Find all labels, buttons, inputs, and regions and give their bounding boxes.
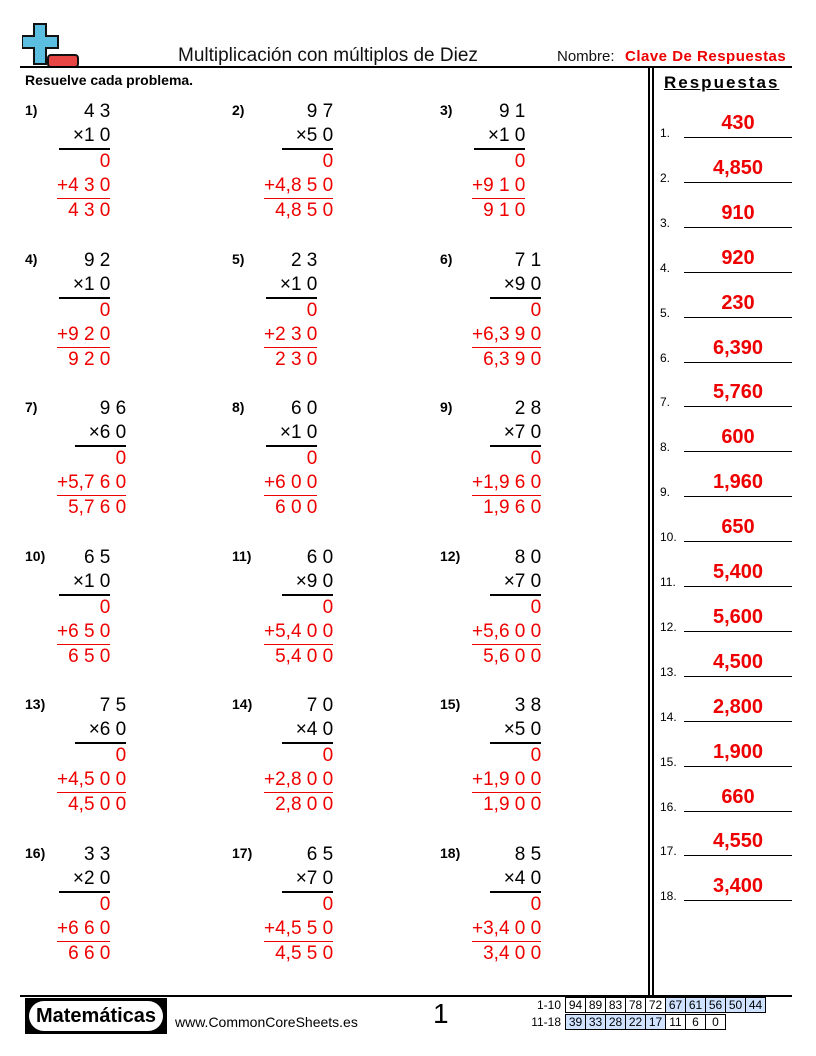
problem-top: 9 2 [83,249,111,271]
answer-line [684,227,792,228]
answer-item [660,290,792,320]
problem-p2: +5,6 0 0 [472,620,541,645]
problem-p1: 0 [115,745,127,766]
problem [264,249,317,372]
problem [472,694,541,817]
answer-line [684,272,792,273]
problem-mult: ×1 0 [59,273,111,299]
problem-p1: 0 [530,448,542,469]
answer-number: 15. [660,754,677,769]
problem [57,546,110,669]
problem-number: 10) [25,547,46,564]
problem-p1: 0 [99,299,111,321]
problem-p2: +6 0 0 [264,471,317,496]
answer-item [660,604,792,634]
answer-value: 660 [721,785,755,808]
problem-top: 8 5 [514,843,542,865]
brand-label: Matemáticas [29,1001,163,1031]
answer-line [684,182,792,183]
page-title: Multiplicación con múltiplos de Diez [178,45,478,66]
problem-top: 6 0 [290,398,318,419]
problem-p1: 0 [99,893,111,915]
score-cell: 94 [566,998,586,1013]
answer-value: 1,900 [712,740,764,763]
problem-p2: +5,7 6 0 [57,471,126,496]
problem-p1: 0 [530,893,542,915]
problem-top: 8 0 [514,546,542,568]
answer-value: 4,850 [712,156,764,179]
problem-p2: +4,5 0 0 [57,768,126,793]
answer-line [684,586,792,587]
problem-top: 9 6 [99,398,127,419]
problem-p1: 0 [99,151,111,172]
problem-mult: ×7 0 [282,867,334,893]
problem-number: 15) [440,696,461,712]
answer-line [684,451,792,452]
problem-result: 6 0 0 [275,497,318,518]
problem-mult: ×5 0 [490,718,542,744]
answer-line [684,406,792,407]
answer-number: 8. [660,440,671,455]
score-row [565,1014,726,1030]
problem-result: 5,6 0 0 [483,645,542,667]
problem-p2: +4 3 0 [57,174,110,199]
score-cell: 89 [586,998,606,1013]
problem-p2: +1,9 0 0 [472,768,541,793]
problem [264,694,333,817]
problem-p1: 0 [530,596,542,618]
answer-line [684,631,792,632]
problem-number: 1) [25,102,38,118]
score-cell: 83 [606,998,626,1013]
score-cell: 0 [706,1015,726,1030]
answer-line [684,855,792,856]
answer-line [684,541,792,542]
problem-number: 11) [232,547,252,564]
problem-p2: +3,4 0 0 [472,917,541,942]
answer-column-divider [652,68,654,996]
problem-p2: +1,9 6 0 [472,471,541,496]
problem-p1: 0 [530,299,542,321]
problem [472,100,525,223]
problem-number: 17) [232,844,253,861]
answer-item [660,559,792,589]
problem [264,843,333,966]
answer-item [660,335,792,365]
score-cell: 39 [566,1015,586,1030]
problem [472,249,541,372]
problem-mult: ×2 0 [59,867,111,893]
problem-mult: ×5 0 [282,124,334,150]
problem-result: 5,4 0 0 [275,645,334,667]
score-cell: 78 [626,998,646,1013]
answer-line [684,766,792,767]
problem-result: 6 6 0 [68,942,111,964]
problem [264,546,333,669]
problem-top: 2 3 [290,249,318,271]
answer-item [660,514,792,544]
answer-number: 11. [660,575,676,589]
answer-value: 6,390 [712,336,764,359]
problem-top: 7 1 [514,249,542,271]
answer-number: 7. [660,395,671,410]
answer-line [684,496,792,497]
problem-p1: 0 [322,745,334,766]
problem-top: 6 0 [306,546,334,568]
problem-number: 16) [25,844,46,861]
problem-p1: 0 [306,448,318,469]
page-number: 1 [433,998,449,1029]
score-cell: 67 [666,998,686,1013]
score-cell: 56 [706,998,726,1013]
plus-minus-logo-icon [22,22,80,68]
problem-result: 4,8 5 0 [275,200,334,221]
problem-number: 12) [440,547,461,564]
problem [264,397,317,520]
answer-number: 16. [660,799,677,814]
problem [57,249,110,372]
answer-item [660,873,792,903]
answer-number: 3. [660,215,671,230]
problem-mult: ×6 0 [75,718,127,744]
answer-value: 430 [721,112,755,134]
name-value: Clave De Respuestas [625,48,787,65]
problem-top: 2 8 [514,398,542,419]
problem-result: 4 3 0 [68,200,111,221]
answer-line [684,362,792,363]
problem-result: 5,7 6 0 [68,497,127,518]
problem-result: 9 2 0 [68,348,111,370]
answer-value: 2,800 [712,695,764,718]
problem-p1: 0 [322,893,334,915]
answer-item [660,379,792,409]
problem-p1: 0 [99,596,111,618]
problem-result: 6,3 9 0 [483,348,542,370]
problem-p1: 0 [115,448,127,469]
problem-number: 7) [25,399,38,415]
answer-item [660,424,792,454]
problem [57,843,110,966]
problem-p1: 0 [322,151,334,172]
problem-p1: 0 [530,745,542,766]
problem-p1: 0 [514,151,526,172]
score-cell: 61 [686,998,706,1013]
brand-logo [25,998,167,1034]
answer-number: 6. [660,350,671,365]
answer-number: 18. [660,889,677,904]
problem-top: 3 3 [83,843,111,865]
answer-item [660,828,792,858]
problem-number: 13) [25,696,46,712]
problem-result: 4,5 0 0 [68,794,127,815]
answer-value: 920 [721,246,755,269]
problem-p2: +6 5 0 [57,620,110,645]
problem [472,843,541,966]
answer-value: 4,500 [712,650,764,673]
problem-p2: +6,3 9 0 [472,323,541,348]
problem-number: 3) [440,102,453,118]
problem-number: 4) [25,250,38,267]
name-label: Nombre: [557,48,615,65]
problem-mult: ×1 0 [266,273,318,299]
score-cell: 28 [606,1015,626,1030]
answer-number: 4. [660,260,671,275]
answer-value: 5,400 [712,561,764,583]
problem-top: 7 0 [306,695,334,716]
score-cell: 6 [686,1015,706,1030]
problem-result: 9 1 0 [483,200,526,221]
problem-mult: ×7 0 [490,570,542,596]
problem-top: 7 5 [99,695,127,716]
problem-mult: ×1 0 [59,124,111,150]
problem-p2: +2 3 0 [264,323,317,348]
score-cell: 11 [666,1015,686,1030]
answer-item [660,739,792,769]
problem-result: 2 3 0 [275,348,318,370]
score-cell: 17 [646,1015,666,1030]
problem [57,694,126,817]
score-cell: 50 [726,998,746,1013]
answer-value: 230 [721,291,755,314]
answer-item [660,110,792,140]
answer-value: 5,600 [712,605,764,628]
answer-line [684,900,792,901]
problem-number: 8) [232,399,245,415]
answer-item [660,694,792,724]
answer-item [660,245,792,275]
score-row-label: 1-10 [536,998,561,1012]
problem-mult: ×7 0 [490,421,542,447]
answers-heading: Respuestas [664,73,780,92]
answer-item [660,155,792,185]
answer-line [684,721,792,722]
answer-number: 2. [660,170,671,185]
problem-p1: 0 [322,596,334,618]
problem-number: 5) [232,250,245,267]
problem-mult: ×4 0 [282,718,334,744]
answer-item [660,649,792,679]
problem-number: 9) [440,399,453,415]
problem-top: 9 1 [498,101,526,122]
problem-top: 3 8 [514,695,542,716]
problem-mult: ×6 0 [75,421,127,447]
answer-number: 9. [660,485,671,500]
score-cell: 72 [646,998,666,1013]
answer-line [684,137,792,138]
problem-mult: ×1 0 [266,421,318,447]
answer-value: 1,960 [712,471,764,494]
problem-p2: +4,8 5 0 [264,174,333,199]
problem-p1: 0 [306,299,318,321]
problem-top: 9 7 [306,101,334,122]
instructions: Resuelve cada problema. [25,72,194,88]
problem-p2: +6 6 0 [57,917,110,942]
problem [472,546,541,669]
answer-line [684,676,792,677]
problem-mult: ×9 0 [490,273,542,299]
answer-value: 4,550 [712,830,764,853]
problem-number: 2) [232,102,245,118]
header-divider [20,66,792,68]
problem-number: 18) [440,844,461,861]
problem-number: 6) [440,250,453,267]
answer-number: 13. [660,664,677,679]
answer-item [660,200,792,230]
answer-number: 14. [660,709,677,724]
problem-p2: +2,8 0 0 [264,768,333,793]
answer-value: 5,760 [712,381,764,404]
problem-p2: +9 2 0 [57,323,110,348]
problem-result: 1,9 0 0 [483,794,542,815]
problem-mult: ×4 0 [490,867,542,893]
answer-item [660,469,792,499]
problem [57,100,110,223]
answer-number: 10. [660,530,677,545]
answer-number: 1. [660,126,671,140]
problem-mult: ×1 0 [474,124,526,150]
score-cell: 44 [746,998,766,1013]
site-url: www.CommonCoreSheets.es [175,1014,358,1030]
problem-p2: +9 1 0 [472,174,525,199]
problem-top: 6 5 [83,546,111,568]
answer-value: 650 [721,516,755,539]
problem-result: 6 5 0 [68,645,111,667]
score-cell: 22 [626,1015,646,1030]
answer-column-divider [648,68,650,996]
answer-number: 12. [660,619,677,634]
problem [264,100,333,223]
problem [57,397,126,520]
problem [472,397,541,520]
score-row-label: 11-18 [531,1015,561,1029]
problem-mult: ×1 0 [59,570,111,596]
problem-mult: ×9 0 [282,570,334,596]
answer-value: 3,400 [712,875,764,898]
problem-result: 4,5 5 0 [275,942,334,964]
problem-p2: +4,5 5 0 [264,917,333,942]
problem-number: 14) [232,696,253,712]
problem-result: 2,8 0 0 [275,794,334,815]
answer-line [684,317,792,318]
answer-value: 600 [721,426,755,449]
score-cell: 33 [586,1015,606,1030]
problem-result: 1,9 6 0 [483,497,542,518]
answer-line [684,811,792,812]
answer-item [660,784,792,814]
problem-top: 4 3 [83,101,111,122]
answer-number: 17. [660,844,677,859]
answer-number: 5. [660,305,671,320]
problem-p2: +5,4 0 0 [264,620,333,645]
answer-value: 910 [721,201,755,224]
problem-top: 6 5 [306,843,334,865]
problem-result: 3,4 0 0 [483,942,542,964]
score-row [565,997,766,1013]
